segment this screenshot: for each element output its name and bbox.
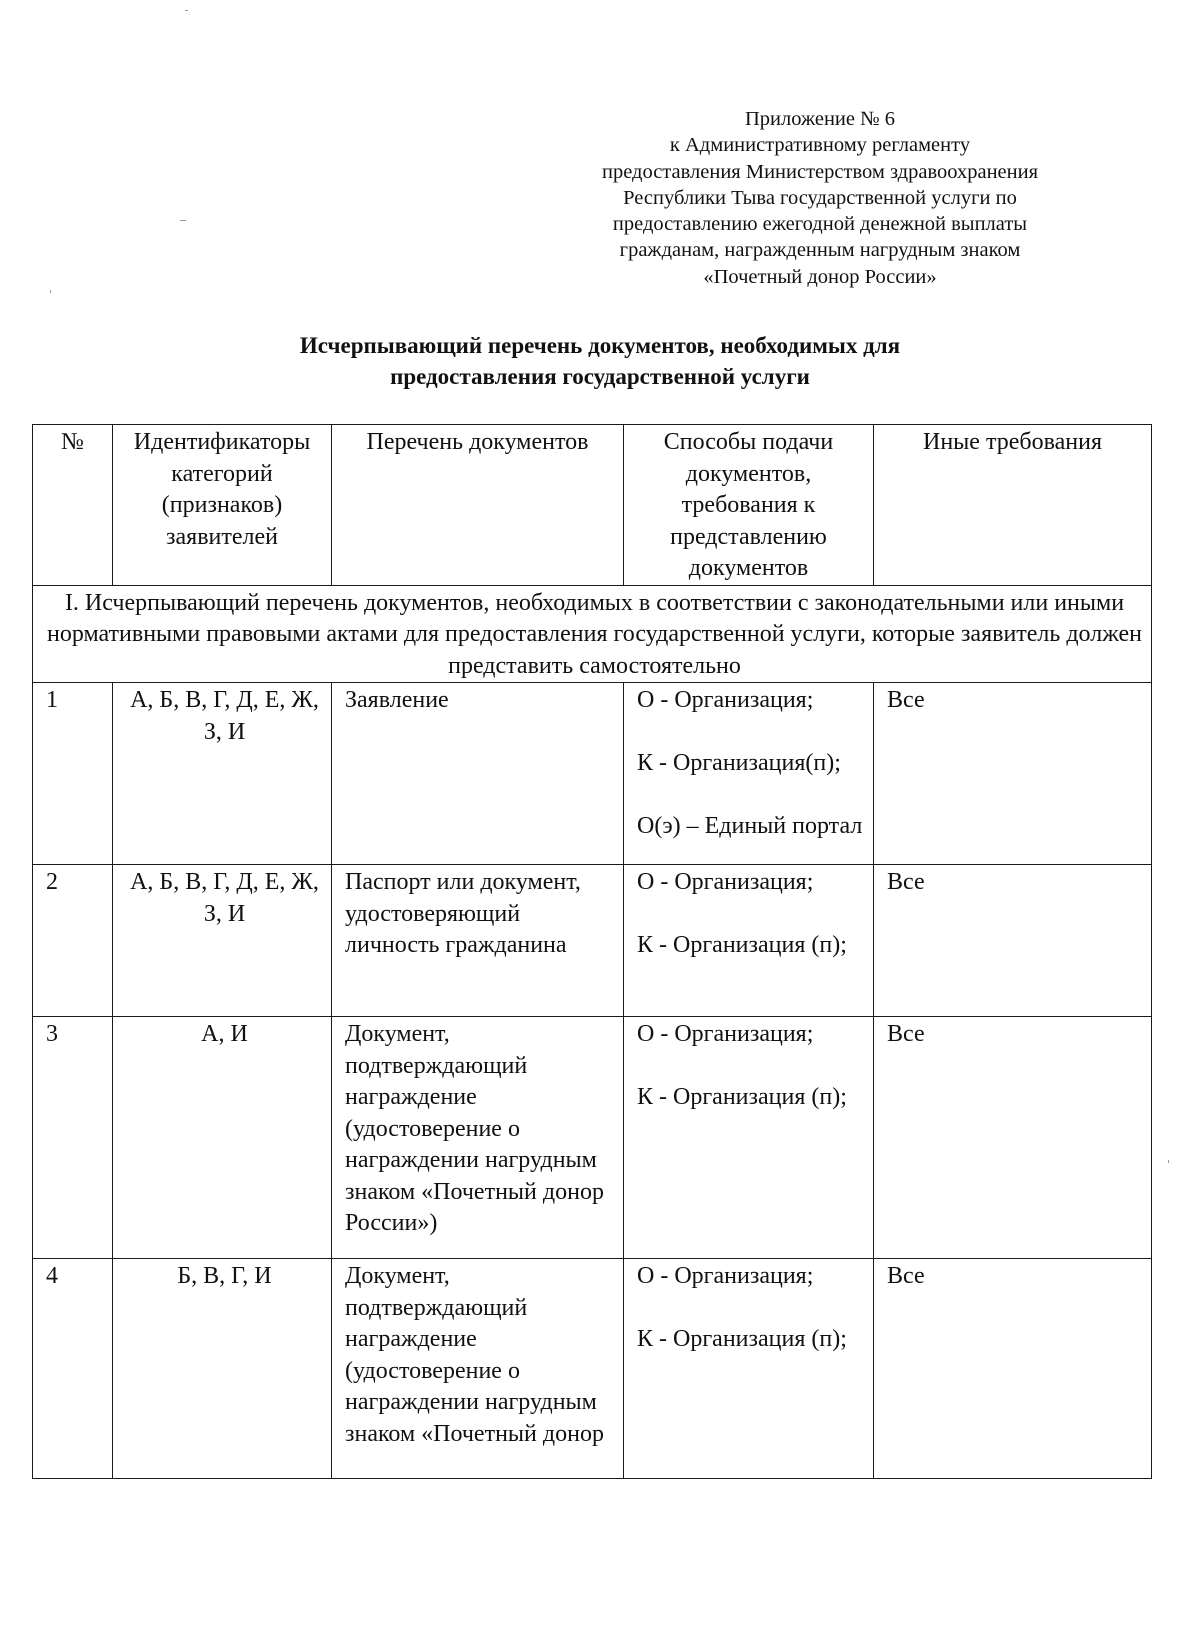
- table-row: [33, 1017, 1152, 1259]
- row-methods: [624, 1259, 874, 1479]
- method-item: К - Организация (п);: [637, 932, 847, 958]
- section-heading: I. Исчерпывающий перечень документов, необходимых в соответствии с законодательными или иными нормативными правовыми актами для предоставления государственной услуги, которые заявитель должен представить самостоятельно: [33, 585, 1152, 683]
- scan-speck: [180, 220, 186, 221]
- row-categories: Б, В, Г, И: [113, 1259, 332, 1479]
- documents-table: [32, 424, 1152, 1479]
- header-documents: Перечень документов: [332, 425, 624, 586]
- document-title: [180, 330, 1020, 392]
- title-line: Исчерпывающий перечень документов, необходимых для: [299, 333, 901, 358]
- appendix-line: Приложение № 6: [744, 108, 896, 130]
- table-row: [33, 865, 1152, 1017]
- method-item: О - Организация;: [637, 1021, 814, 1047]
- row-methods: [624, 865, 874, 1017]
- row-number: 4: [33, 1259, 113, 1479]
- row-document: Заявление: [332, 683, 624, 865]
- scan-speck: [1168, 1160, 1169, 1163]
- row-number: 2: [33, 865, 113, 1017]
- row-other: Все: [874, 865, 1152, 1017]
- row-document: Паспорт или документ, удостоверяющий личность гражданина: [332, 865, 624, 1017]
- appendix-header: [560, 106, 1080, 290]
- header-other: Иные требования: [874, 425, 1152, 586]
- row-number: 1: [33, 683, 113, 865]
- header-methods: Способы подачи документов, требования к представлению документов: [624, 425, 874, 586]
- row-number: 3: [33, 1017, 113, 1259]
- appendix-line: предоставления Министерством здравоохранения: [601, 160, 1039, 183]
- header-categories: Идентификаторы категорий (признаков) заявителей: [113, 425, 332, 586]
- table-header-row: [33, 425, 1152, 586]
- title-line: предоставления государственной услуги: [390, 364, 810, 389]
- method-item: К - Организация (п);: [637, 1084, 847, 1110]
- method-item: К - Организация(п);: [637, 750, 841, 776]
- method-item: О(э) – Единый портал: [637, 813, 863, 839]
- row-methods: [624, 683, 874, 865]
- method-item: К - Организация (п);: [637, 1326, 847, 1352]
- row-categories: А, И: [113, 1017, 332, 1259]
- section-row: [33, 585, 1152, 683]
- appendix-line: «Почетный донор России»: [703, 265, 937, 288]
- row-document: Документ, подтверждающий награждение (удостоверение о награждении нагрудным знаком «Почетный донор России»): [332, 1017, 624, 1259]
- row-other: Все: [874, 1259, 1152, 1479]
- method-item: О - Организация;: [637, 687, 814, 713]
- row-categories: А, Б, В, Г, Д, Е, Ж, З, И: [113, 865, 332, 1017]
- row-other: Все: [874, 683, 1152, 865]
- row-document: Документ, подтверждающий награждение (удостоверение о награждении нагрудным знаком «Почетный донор: [332, 1259, 624, 1479]
- appendix-line: Республики Тыва государственной услуги по: [623, 186, 1017, 209]
- header-number: №: [33, 425, 113, 586]
- table-row: [33, 1259, 1152, 1479]
- appendix-line: гражданам, награжденным нагрудным знаком: [619, 239, 1021, 262]
- appendix-line: к Административному регламенту: [669, 134, 971, 157]
- method-item: О - Организация;: [637, 869, 814, 895]
- row-methods: [624, 1017, 874, 1259]
- appendix-line: предоставлению ежегодной денежной выплаты: [612, 213, 1028, 236]
- row-categories: А, Б, В, Г, Д, Е, Ж, З, И: [113, 683, 332, 865]
- row-other: Все: [874, 1017, 1152, 1259]
- scan-speck: [185, 10, 188, 11]
- scan-speck: [50, 290, 51, 293]
- method-item: О - Организация;: [637, 1263, 814, 1289]
- table-row: [33, 683, 1152, 865]
